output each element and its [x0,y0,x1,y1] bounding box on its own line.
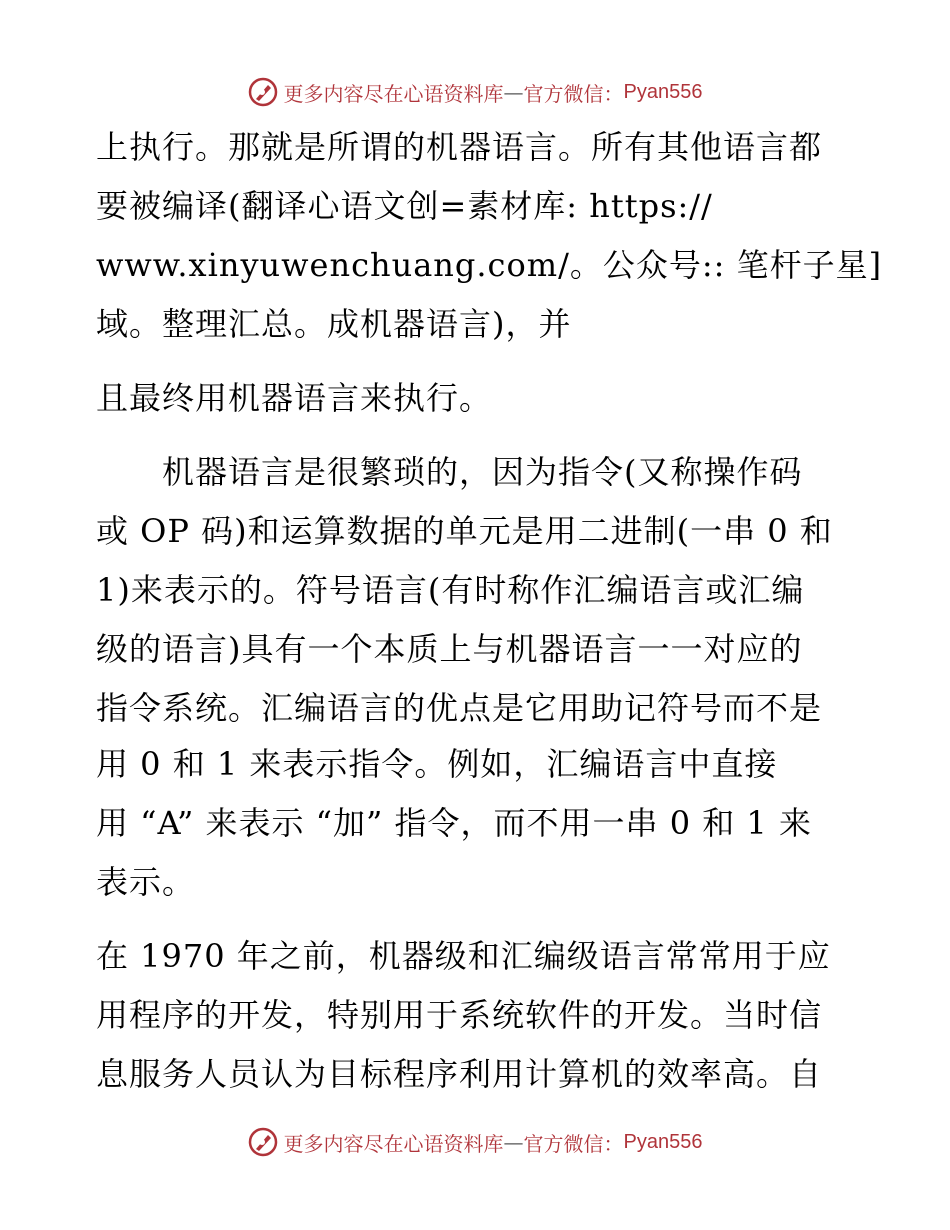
footer-text: 更多内容尽在心语资料库 [283,1131,504,1156]
text-line: 在 1970 年之前，机器级和汇编级语言常常用于应 [96,937,831,975]
text-line: 用程序的开发，特别用于系统软件的开发。当时信 [96,996,823,1034]
text-line: 要被编译(翻译心语文创=素材库: https:// [96,187,713,225]
text-line: 用 “A” 来表示 “加” 指令，而不用一串 0 和 1 来 [96,804,812,842]
text-line: 域。整理汇总。成机器语言)，并 [96,305,572,343]
text-line: 息服务人员认为目标程序利用计算机的效率高。自 [96,1055,823,1093]
text-line: 级的语言)具有一个本质上与机器语言一一对应的 [96,630,803,668]
pen-logo-icon [248,77,278,107]
header-account: Pyan556 [623,80,703,103]
text-line: www.xinyuwenchuang.com/。公众号:: 笔杆子星] [96,246,883,284]
text-line: 机器语言是很繁琐的，因为指令(又称操作码 [96,453,803,491]
text-line: 或 OP 码)和运算数据的单元是用二进制(一串 0 和 [96,512,833,550]
header-banner [0,72,950,112]
text-line: 指令系统。汇编语言的优点是它用助记符号而不是 [96,689,823,727]
text-line: 表示。 [96,863,196,901]
footer-banner [0,1122,950,1162]
text-line: 用 0 和 1 来表示指令。例如，汇编语言中直接 [96,745,778,783]
text-line: 上执行。那就是所谓的机器语言。所有其他语言都 [96,128,823,166]
header-text: 更多内容尽在心语资料库 [283,81,504,106]
header-official-label: 官方微信： [523,81,624,106]
footer-account: Pyan556 [623,1130,703,1153]
footer-official-label: 官方微信： [523,1131,624,1156]
text-line: 且最终用机器语言来执行。 [96,379,493,417]
footer-separator: — [503,1130,524,1154]
pen-logo-icon [248,1127,278,1157]
header-separator: — [503,80,524,104]
text-line: 1)来表示的。符号语言(有时称作汇编语言或汇编 [96,571,805,609]
